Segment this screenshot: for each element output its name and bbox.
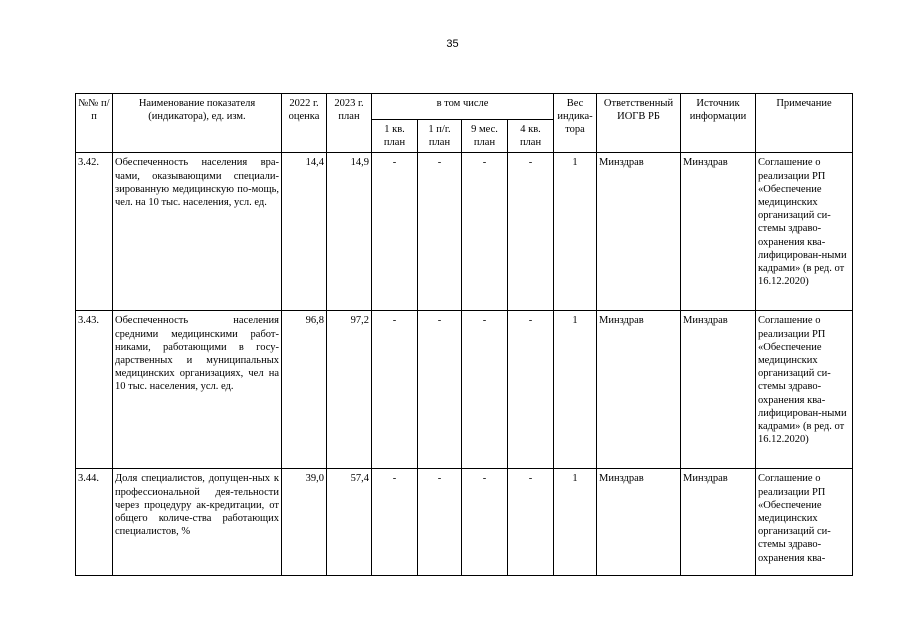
row-responsible: Минздрав <box>597 469 681 576</box>
header-source: Источник информации <box>681 94 756 153</box>
row-num: 3.44. <box>76 469 113 576</box>
row-name: Обеспеченность населения вра-чами, оказывающими специали-зированную медицинскую по-мощь, чел. на 10 тыс. населения, усл. ед. <box>113 153 282 311</box>
row-note: Соглашение о реализации РП «Обеспечение медицинских организаций си-стемы здраво-охранения ква-лифицирован-ными кадрами» (в ред. от 16.12.2020) <box>756 311 853 469</box>
table-row <box>76 153 853 311</box>
table-row <box>76 311 853 469</box>
row-9m: - <box>462 469 508 576</box>
row-q4: - <box>508 153 554 311</box>
row-note: Соглашение о реализации РП «Обеспечение медицинских организаций си-стемы здраво-охранения ква- <box>756 469 853 576</box>
row-q4: - <box>508 469 554 576</box>
row-h1: - <box>418 311 462 469</box>
row-q4: - <box>508 311 554 469</box>
row-2023: 57,4 <box>327 469 372 576</box>
row-source: Минздрав <box>681 153 756 311</box>
header-h1: 1 п/г. план <box>418 120 462 153</box>
header-2023: 2023 г. план <box>327 94 372 153</box>
row-h1: - <box>418 153 462 311</box>
row-2022: 96,8 <box>282 311 327 469</box>
header-9m: 9 мес. план <box>462 120 508 153</box>
header-responsible: Ответственный ИОГВ РБ <box>597 94 681 153</box>
row-num: 3.43. <box>76 311 113 469</box>
row-note: Соглашение о реализации РП «Обеспечение медицинских организаций си-стемы здраво-охранения ква-лифицирован-ными кадрами» (в ред. от 16.12.2020) <box>756 153 853 311</box>
row-2023: 97,2 <box>327 311 372 469</box>
header-q1: 1 кв. план <box>372 120 418 153</box>
row-name: Обеспеченность населения средними медицинскими работ-никами, работающими в госу-дарственных и муниципальных медицинских организациях, чел на 10 тыс. населения, усл. ед. <box>113 311 282 469</box>
header-q4: 4 кв. план <box>508 120 554 153</box>
table-row <box>76 469 853 576</box>
row-name: Доля специалистов, допущен-ных к профессиональной дея-тельности через процедуру ак-кредитации, от общего количе-ства работающих специалистов, % <box>113 469 282 576</box>
row-2023: 14,9 <box>327 153 372 311</box>
header-name: Наименование показателя (индикатора), ед. изм. <box>113 94 282 153</box>
row-9m: - <box>462 311 508 469</box>
indicators-table <box>75 93 853 576</box>
header-note: Примечание <box>756 94 853 153</box>
row-q1: - <box>372 469 418 576</box>
row-q1: - <box>372 311 418 469</box>
header-2022: 2022 г. оценка <box>282 94 327 153</box>
table-header-row <box>76 94 853 120</box>
row-q1: - <box>372 153 418 311</box>
page-number: 35 <box>446 38 459 50</box>
row-num: 3.42. <box>76 153 113 311</box>
row-2022: 39,0 <box>282 469 327 576</box>
header-including: в том числе <box>372 94 554 120</box>
row-2022: 14,4 <box>282 153 327 311</box>
header-weight: Вес индика-тора <box>554 94 597 153</box>
row-h1: - <box>418 469 462 576</box>
row-responsible: Минздрав <box>597 153 681 311</box>
row-weight: 1 <box>554 469 597 576</box>
row-source: Минздрав <box>681 469 756 576</box>
row-source: Минздрав <box>681 311 756 469</box>
header-num: №№ п/п <box>76 94 113 153</box>
row-weight: 1 <box>554 311 597 469</box>
row-9m: - <box>462 153 508 311</box>
row-weight: 1 <box>554 153 597 311</box>
row-responsible: Минздрав <box>597 311 681 469</box>
